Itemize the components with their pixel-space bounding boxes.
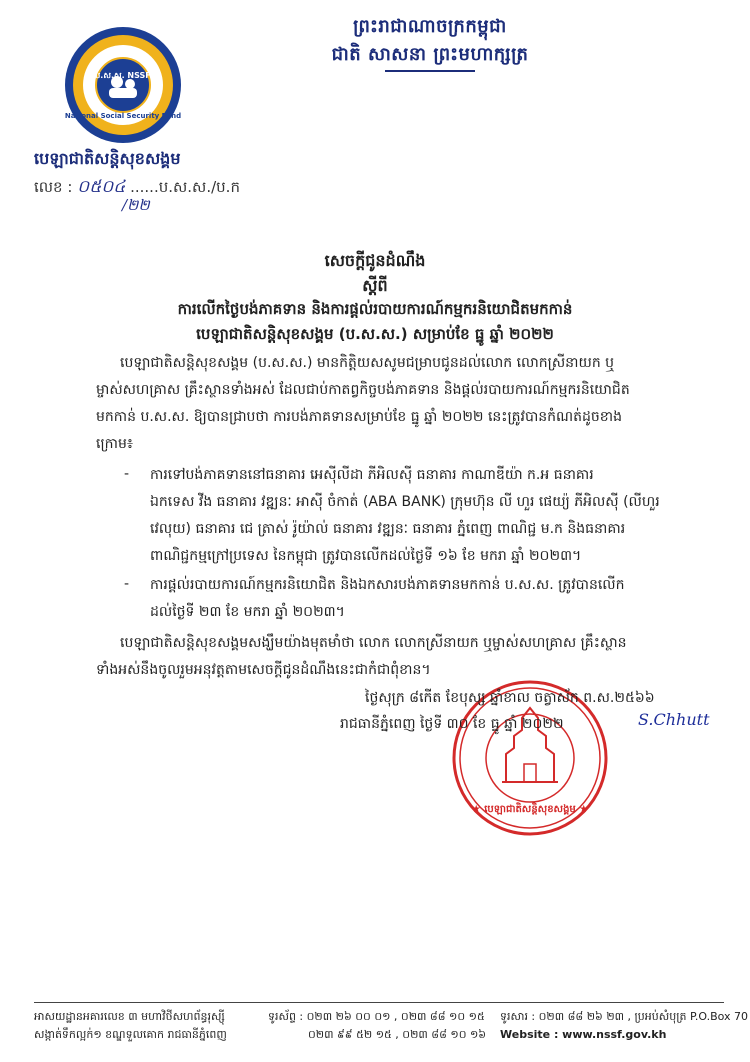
footer-divider: [34, 1002, 724, 1003]
reference-number: ០៥០៤: [77, 177, 126, 197]
paragraph-1-line-3: មកកាន់ ប.ស.ស. ឱ្យបានជ្រាបថា ការបង់ភាគទានសម្រាប់ខែ ធ្នូ ឆ្នាំ ២០២២ នេះត្រូវបានកំណត់ដូចខាង: [96, 409, 623, 425]
footer-phone-line-1: ទូរស័ព្ទ : ០២៣ ២៦ ០០ ០១ , ០២៣ ៨៨ ១០ ១៥: [268, 1010, 485, 1023]
bullet-1-line-1: ការទៅបង់ភាគទាននៅធនាគារ អេស៊ីលីដា ភីអិលស៊ី ធនាគារ កាណាឌីយ៉ា ក.អ ធនាគារ: [150, 467, 594, 483]
paragraph-1-line-2: ម្ចាស់សហគ្រាស គ្រឹះស្ថានទាំងអស់ ដែលជាប់កាតព្វកិច្ចបង់ភាគទាន និងផ្តល់របាយការណ៍កម្មករនិយោជិត: [96, 382, 630, 398]
kingdom-heading: ព្រះរាជាណាចក្រកម្ពុជា: [353, 16, 507, 37]
notice-subject-line2: បេឡាជាតិសន្តិសុខសង្គម (ប.ស.ស.) សម្រាប់ខែ ធ្នូ ឆ្នាំ ២០២២: [196, 325, 554, 343]
bullet-2-marker: -: [124, 576, 130, 592]
reference-prefix: លេខ :: [34, 178, 73, 196]
footer-website: Website : www.nssf.gov.kh: [500, 1028, 667, 1041]
bullet-2-line-2: ដល់ថ្ងៃទី ២៣ ខែ មករា ឆ្នាំ ២០២៣។: [150, 604, 345, 620]
notice-subject-label: ស្តីពី: [362, 276, 388, 295]
logo-center-text: ប.ស.ស. NSSF: [95, 71, 151, 80]
lunar-date: ថ្ងៃសុក្រ ៨កើត ខែបុស្ស ឆ្នាំខាល ចត្វាស័ក ព.ស.២៥៦៦: [365, 690, 655, 706]
bullet-2-line-1: ការផ្តល់របាយការណ៍កម្មករនិយោជិត និងឯកសារបង់ភាគទានមកកាន់ ប.ស.ស. ត្រូវបានលើក: [150, 577, 625, 593]
logo-ring-text: National Social Security Fund: [64, 112, 182, 120]
paragraph-1-line-1: បេឡាជាតិសន្តិសុខសង្គម (ប.ស.ស.) មានកិត្តិយសសូមជម្រាបជូនដល់លោក លោកស្រីនាយក ឬ: [120, 355, 615, 371]
bullet-1-line-2: ឯកទេស វីង ធនាគារ វឌ្ឍនៈ អាស៊ី ចំកាត់ (ABA BANK) ក្រុមហ៊ុន លី ហួរ ផេយ្យ៉ ភីអិលស៊ី (លីហួរ: [150, 494, 660, 510]
motto-divider: [385, 70, 475, 76]
solar-date: រាជធានីភ្នំពេញ ថ្ងៃទី ៣០ ខែ ធ្នូ ឆ្នាំ ២០២២: [340, 716, 564, 732]
footer-fax-pobox: ទូរសារ : ០២៣ ៨៨ ២៦ ២៣ , ប្រអប់សំបុត្រ P.O.Box 70: [500, 1010, 749, 1023]
reference-year-mark: /២២: [122, 196, 150, 214]
nssf-logo: [62, 24, 184, 146]
bullet-1-line-4: ពាណិជ្ជកម្មក្រៅប្រទេស នៃកម្ពុជា ត្រូវបានលើកដល់ថ្ងៃទី ១៦ ខែ មករា ឆ្នាំ ២០២៣។: [150, 548, 582, 564]
signature: S.Chhutt: [638, 710, 710, 729]
paragraph-2-line-1: បេឡាជាតិសន្តិសុខសង្គមសង្ឃឹមយ៉ាងមុតមាំថា លោក លោកស្រីនាយក ឬម្ចាស់សហគ្រាស គ្រឹះស្ថាន: [120, 635, 627, 651]
seal-text: ★ បេឡាជាតិសន្តិសុខសង្គម ★: [471, 804, 589, 815]
bullet-1-line-3: វេលុយ) ធនាគារ ជេ ត្រាស់ រ៉ូយ៉ាល់ ធនាគារ វឌ្ឍនៈ ធនាគារ ភ្នំពេញ ពាណិជ្ជ ម.ក និងធនាគារ: [150, 521, 626, 537]
footer-phone-line-2: ០២៣ ៩៩ ៥២ ១៥ , ០២៣ ៨៨ ១០ ១៦: [308, 1028, 487, 1041]
bullet-1-marker: -: [124, 466, 130, 482]
paragraph-1-line-4: ក្រោម៖: [96, 436, 133, 452]
paragraph-2-line-2: ទាំងអស់នឹងចូលរួមអនុវត្តតាមសេចក្តីជូនដំណឹងនេះជាកំជាពុំខាន។: [96, 662, 431, 678]
notice-title: សេចក្តីជូនដំណឹង: [324, 251, 426, 270]
motto-heading: ជាតិ សាសនា ព្រះមហាក្សត្រ: [331, 44, 529, 65]
agency-name: បេឡាជាតិសន្តិសុខសង្គម: [34, 149, 181, 168]
footer-address-line-2: សង្កាត់ទឹកល្អក់១ ខណ្ឌទួលគោក រាជធានីភ្នំពេញ: [34, 1028, 227, 1041]
reference-suffix: ......ប.ស.ស./ប.ក: [130, 178, 240, 196]
notice-subject-line1: ការលើកថ្ងៃបង់ភាគទាន និងការផ្តល់របាយការណ៍កម្មករនិយោជិតមកកាន់: [177, 300, 573, 318]
footer-address-line-1: អាសយដ្ឋានអគារលេខ ៣ មហាវិថីសហព័ន្ធរុស្ស៊ី: [34, 1010, 225, 1023]
